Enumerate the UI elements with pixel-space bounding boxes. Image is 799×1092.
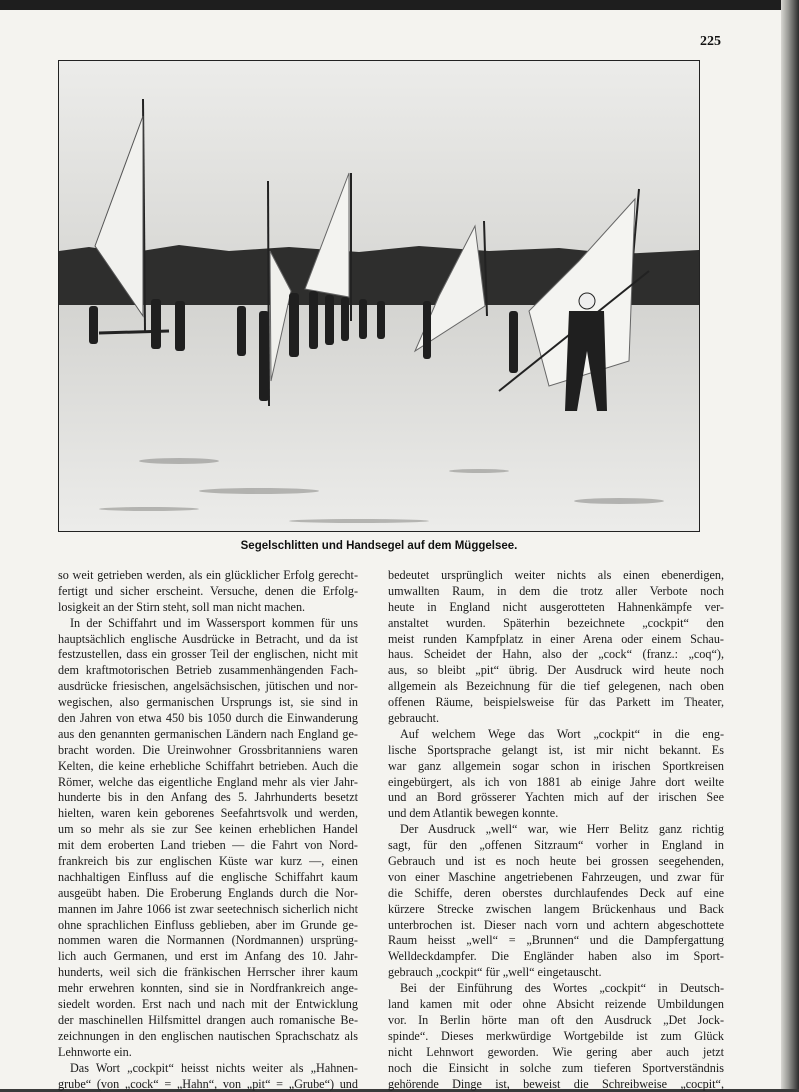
text-line: Lehnworte ein. — [58, 1045, 358, 1061]
text-line: und an Bord grösserer Yachten mich auf der irischen See — [388, 790, 724, 806]
text-line: Bei der Einführung des Wortes „cockpit“ in Deutsch- — [388, 981, 724, 997]
text-line: lische Sportsprache gelangt ist, ist mir nicht bekannt. Es — [388, 743, 724, 759]
photo-illustration — [59, 61, 699, 531]
text-line: lich auch Germanen, und erst im Anfang des 10. Jahr- — [58, 949, 358, 965]
text-column-right — [388, 568, 724, 1092]
text-line: mit dem eroberten Land trieben — die Fahrt von Nord- — [58, 838, 358, 854]
text-line: festzustellen, dass ein grosser Teil der englischen, nicht mit — [58, 647, 358, 663]
text-line: anstaltet wurden. Späterhin bezeichnete „cockpit“ den — [388, 616, 724, 632]
text-line: spinde“. Dieses merkwürdige Wortgebilde ist zum Glück — [388, 1029, 724, 1045]
text-line: hunderts, weil sich die fränkischen Herrscher ihrer kaum — [58, 965, 358, 981]
text-line: der maschinellen Hilfsmittel drangen auch romanische Be- — [58, 1013, 358, 1029]
text-line: hielten, waren kein geborenes Seefahrtsvolk und werden, — [58, 806, 358, 822]
text-line: bracht worden. Die Ureinwohner Grossbritanniens waren — [58, 743, 358, 759]
text-line: heute in England nicht ausgerotteten Hahnenkämpfe ver- — [388, 600, 724, 616]
text-line: war ganz allgemein sogar schon in irischen Sportkreisen — [388, 759, 724, 775]
text-line: fertigt und sicher erscheint. Versuche, denen die Erfolg- — [58, 584, 358, 600]
text-line: um so mehr als sie zur See keinen erheblichen Handel — [58, 822, 358, 838]
text-line: unterbrochen ist. Dieser nach vorn und achtern abgeschottete — [388, 918, 724, 934]
text-line: meist runden Kampfplatz in einer Arena oder einem Schau- — [388, 632, 724, 648]
text-line: ohne sprachlichen Einfluss geblieben, aber im Grunde ge- — [58, 918, 358, 934]
text-line: von einer Maschine angetriebenen Fahrzeugen, und zwar für — [388, 870, 724, 886]
text-line: Raum heisst „well“ = „Brunnen“ und die Dampfergattung — [388, 933, 724, 949]
text-line: allgemein als Bezeichnung für die tief gelegenen, nach oben — [388, 679, 724, 695]
text-line: wegischen, also germanischen Ursprungs ist, sie sind in — [58, 695, 358, 711]
text-line: dem kraftmotorischen Betrieb zusammenhängenden Fach- — [58, 663, 358, 679]
text-line: Welldeckdampfer. Die Engländer haben also im Sport- — [388, 949, 724, 965]
text-line: gebraucht. — [388, 711, 724, 727]
text-line: umwallten Raum, in dem die trotz aller Verbote noch — [388, 584, 724, 600]
text-line: In der Schiffahrt und im Wassersport kommen für uns — [58, 616, 358, 632]
page-edge-shadow — [781, 0, 799, 1089]
text-line: nicht Lehnwort geworden. Wie gering aber auch jetzt — [388, 1045, 724, 1061]
text-line: mannen im Jahre 1066 ist zwar seetechnisch sicherlich nicht — [58, 902, 358, 918]
text-line: Der Ausdruck „well“ war, wie Herr Belitz ganz richtig — [388, 822, 724, 838]
text-line: kürzere Strecke zwischen langem Brückenhaus und Back — [388, 902, 724, 918]
text-line: Das Wort „cockpit“ heisst nichts weiter als „Hahnen- — [58, 1061, 358, 1077]
sky — [59, 61, 699, 261]
text-line: ausdrücke friesischen, angelsächsischen, jütischen und nor- — [58, 679, 358, 695]
text-line: Kelten, die keine erhebliche Schiffahrt betrieben. Auch die — [58, 759, 358, 775]
text-line: losigkeit an der Stirn steht, soll man nicht machen. — [58, 600, 358, 616]
figure-caption: Segelschlitten und Handsegel auf dem Müggelsee. — [58, 540, 700, 552]
text-line: die Schiffe, deren oberstes durchlaufendes Deck auf eine — [388, 886, 724, 902]
text-line: aus den genannten germanischen Ländern nach England ge- — [58, 727, 358, 743]
text-line: hauptsächlich englische Ausdrücke in Betracht, und da ist — [58, 632, 358, 648]
text-line: so weit getrieben werden, als ein glücklicher Erfolg gerecht- — [58, 568, 358, 584]
text-line: haus. Scheidet der Hahn, also der „cock“ (franz.: „coq“), — [388, 647, 724, 663]
text-line: zeichnungen in den englischen nautischen Sprachschatz als — [58, 1029, 358, 1045]
text-line: nachhaltigen Einfluss auf die englische Schiffahrt kaum — [58, 870, 358, 886]
text-line: siedelt worden. Erst nach und nach mit der Entwicklung — [58, 997, 358, 1013]
text-line: Römer, welche das eigentliche England mehr als vier Jahr- — [58, 775, 358, 791]
text-line: eingebürgert, als ich von 1881 ab einige Jahre dort weilte — [388, 775, 724, 791]
text-line: noch die Einsicht in solche zum tieferen Sportverständnis — [388, 1061, 724, 1077]
text-line: mehr erwehren konnten, sind sie in Nordfrankreich ange- — [58, 981, 358, 997]
text-column-left — [58, 568, 358, 1092]
text-line: land kamen mit oder ohne Absicht reizende Umbildungen — [388, 997, 724, 1013]
text-line: aus, so bleibt „pit“ übrig. Der Ausdruck wird heute noch — [388, 663, 724, 679]
scan-top-border — [0, 0, 799, 10]
ice-sailing-photograph — [58, 60, 700, 532]
text-line: vor. In Berlin hörte man oft den Ausdruck „Det Jock- — [388, 1013, 724, 1029]
text-line: bedeutet ursprünglich weiter nichts als einen ebenerdigen, — [388, 568, 724, 584]
text-line: den Jahren von etwa 450 bis 1050 durch die Einwanderung — [58, 711, 358, 727]
text-line: Auf welchem Wege das Wort „cockpit“ in die eng- — [388, 727, 724, 743]
text-line: hunderte bis in den Anfang des 5. Jahrhunderts besetzt — [58, 790, 358, 806]
text-line: ausgeübt haben. Die Eroberung Englands durch die Nor- — [58, 886, 358, 902]
page-number: 225 — [700, 34, 740, 50]
text-line: offenen Räume, beispielsweise für das Parkett im Theater, — [388, 695, 724, 711]
text-line: Gebrauch und ist es noch heute bei grossen seegehenden, — [388, 854, 724, 870]
text-line: grube“ (von „cock“ = „Hahn“, von „pit“ = „Grube“) und — [58, 1077, 358, 1092]
text-line: gehörende Dinge ist, beweist die Schreibweise „cocpit“, — [388, 1077, 724, 1092]
text-line: und dem Atlantik bewegen konnte. — [388, 806, 724, 822]
text-line: frankreich bis zur englischen Küste war kurz —, einen — [58, 854, 358, 870]
text-line: nommen waren die Normannen (Nordmannen) ursprüng- — [58, 933, 358, 949]
text-line: sagt, für den „offenen Sitzraum“ vorher in England in — [388, 838, 724, 854]
text-line: gebrauch „cockpit“ für „well“ eingetauscht. — [388, 965, 724, 981]
